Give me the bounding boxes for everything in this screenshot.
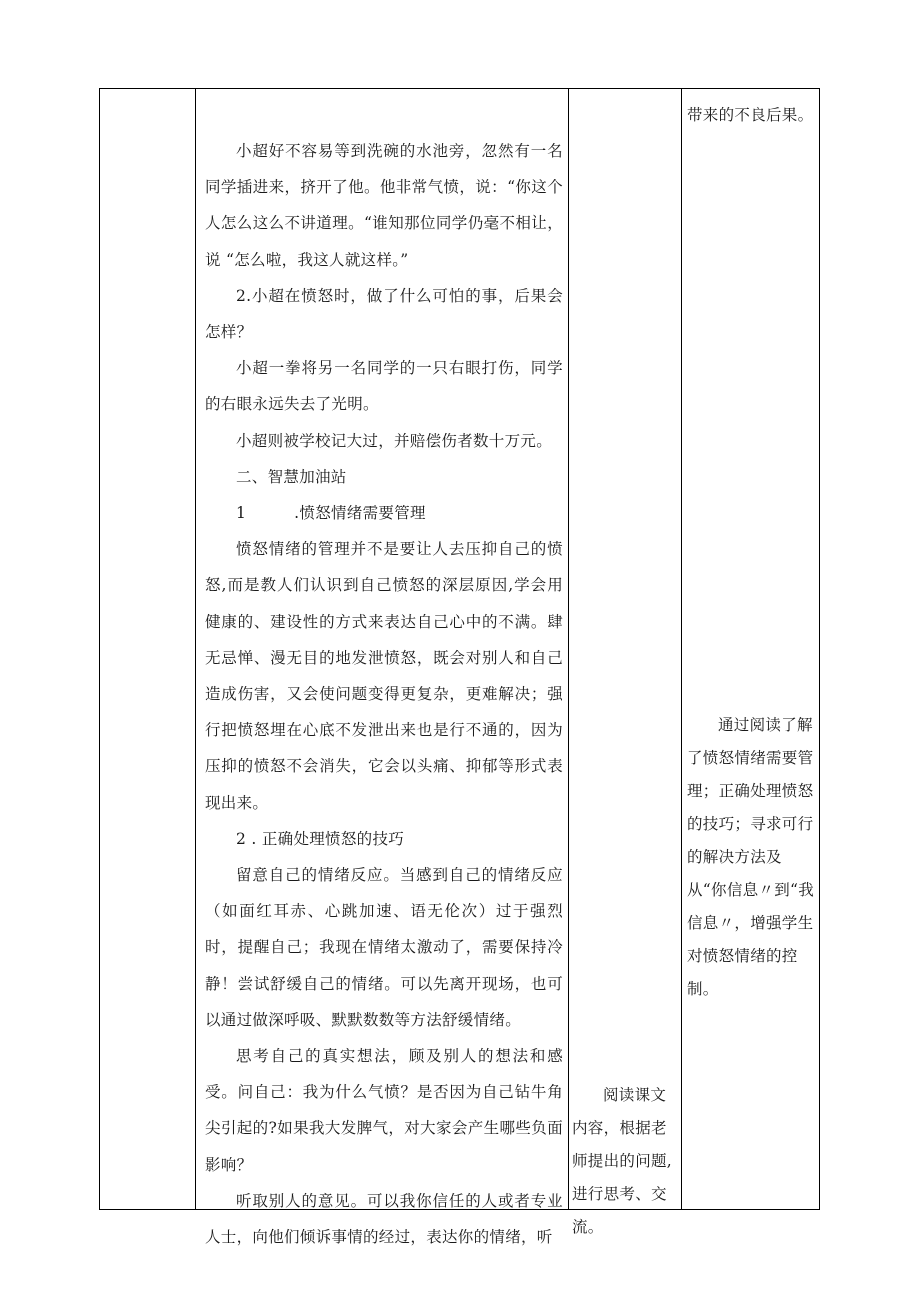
lesson-table — [99, 88, 820, 1247]
subheading-1-number: 1 — [236, 504, 247, 523]
column-divider-3 — [681, 89, 682, 1209]
design-intent-cell-top — [682, 99, 819, 132]
design-intent-top-text: 带来的不良后果。 — [687, 106, 814, 124]
answer-paragraph-1: 小超一拳将另一名同学的一只右眼打伤，同学的右眼永远失去了光明。 — [205, 359, 563, 414]
section-heading-2: 二、智慧加油站 — [236, 467, 347, 486]
design-intent-cell — [682, 709, 819, 1006]
question-2: 2.小超在愤怒时，做了什么可怕的事，后果会怎样？ — [205, 286, 563, 342]
paragraph-listen: 听取别人的意见。可以我你信任的人或者专业人士，向他们倾诉事情的经过，表达你的情绪，听 — [205, 1191, 563, 1247]
design-intent-text: 通过阅读了解了愤怒情绪需要管理；正确处理愤怒的技巧；寻求可行的解决方法及从“你信息〃到“我信息〃，增强学生对愤怒情绪的控制。 — [687, 716, 815, 998]
paragraph-notice-emotions: 留意自己的情绪反应。当感到自己的情绪反应（如面红耳赤、心跳加速、语无伦次）过于强烈时，提醒自己；我现在情绪太激动了，需要保持冷静！尝试舒缓自己的情绪。可以先离开现场，也可以通过做深呼吸、默默数数等方法舒缓情绪。 — [205, 866, 563, 1029]
subheading-1-title: .愤怒情绪需要管理 — [294, 504, 426, 523]
column-divider-1 — [195, 89, 196, 1209]
student-activity-text: 阅读课文内容，根据老师提出的问题,进行思考、交流。 — [572, 1086, 673, 1236]
answer-paragraph-2: 小超则被学校记大过，并赔偿伤者数十万元。 — [236, 431, 553, 450]
story-paragraph: 小超好不容易等到洗碗的水池旁，忽然有一名同学插进来，挤开了他。他非常气愤，说：“你这个人怎么这么不讲道理。“谁知那位同学仍毫不相让，说 “怎么啦，我这人就这样。” — [205, 142, 563, 269]
paragraph-think: 思考自己的真实想法，顾及别人的想法和感受。问自己：我为什么气愤？是否因为自己钻牛角尖引起的?如果我大发脾气，对大家会产生哪些负面影响？ — [205, 1047, 563, 1174]
student-activity-cell — [569, 1079, 682, 1244]
paragraph-anger-management: 愤怒情绪的管理并不是要让人去压抑自己的愤怒,而是教人们认识到自己愤怒的深层原因,学会用健康的、建设性的方式来表达自己心中的不满。肆无忌惮、漫无目的地发泄愤怒，既会对别人和自己造成伤害，又会使问题变得更复杂，更难解决；强行把愤怒埋在心底不发泄出来也是行不通的，因为压抑的愤怒不会消失，它会以头痛、抑郁等形式表现出来。 — [205, 540, 563, 812]
subheading-1 — [205, 495, 563, 531]
activity-content-cell — [197, 133, 569, 1255]
subheading-2: 2 . 正确处理愤怒的技巧 — [236, 829, 405, 848]
